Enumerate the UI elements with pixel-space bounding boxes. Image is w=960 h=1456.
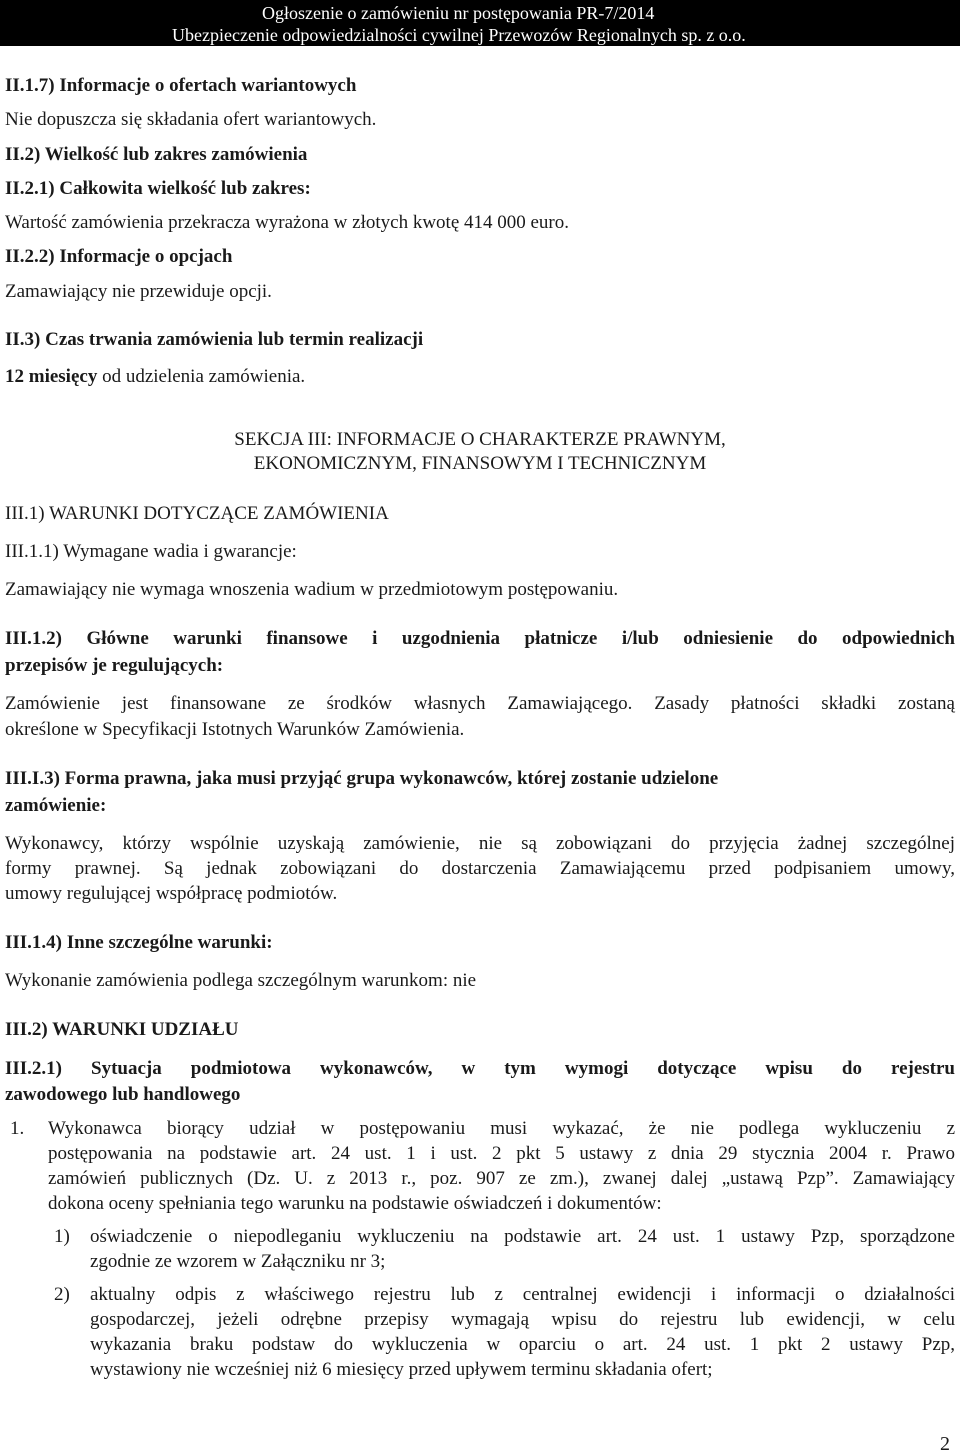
- text-iii-1-1: Zamawiający nie wymaga wnoszenia wadium w przedmiotowym postępowaniu.: [5, 579, 619, 600]
- text-ii-3-duration: 12 miesięcy: [5, 366, 98, 387]
- text-ii-3: [5, 365, 305, 389]
- section-iii-title-2: EKONOMICZNYM, FINANSOWYM I TECHNICZNYM: [253, 453, 707, 474]
- heading-iii-2: III.2) WARUNKI UDZIAŁU: [5, 1019, 239, 1040]
- sub-item-2-line1: aktualny odpis z właściwego rejestru lub z centralnej ewidencji i informacji o działalności: [90, 1284, 955, 1305]
- heading-ii-2-1: II.2.1) Całkowita wielkość lub zakres:: [5, 178, 311, 199]
- text-iii-1-3-line1: Wykonawcy, którzy wspólnie uzyskają zamówienie, nie są zobowiązani do przyjęcia żadnej szczególnej: [5, 833, 955, 854]
- sub-item-2-line3: wykazania braku podstaw do wykluczenia w oparciu o art. 24 ust. 1 pkt 2 ustawy Pzp,: [90, 1334, 955, 1355]
- list-item-1-line3: zamówień publicznych (Dz. U. z 2013 r., poz. 907 ze zm.), zwanej dalej „ustawą Pzp”. Zamawiający: [48, 1168, 955, 1189]
- text-ii-3-rest: od udzielenia zamówienia.: [97, 366, 306, 387]
- heading-iii-1-2-line1: III.1.2) Główne warunki finansowe i uzgodnienia płatnicze i/lub odniesienie do odpowiednich: [5, 628, 955, 649]
- text-iii-1-3-line3: umowy regulującej współpracę podmiotów.: [5, 883, 338, 904]
- heading-ii-2: II.2) Wielkość lub zakres zamówienia: [5, 144, 308, 165]
- heading-ii-3: II.3) Czas trwania zamówienia lub termin realizacji: [5, 329, 424, 350]
- list-item-1-line2: postępowania na podstawie art. 24 ust. 1 i ust. 2 pkt 5 ustawy z dnia 29 stycznia 2004 r. Prawo: [48, 1143, 955, 1164]
- heading-iii-1-4: III.1.4) Inne szczególne warunki:: [5, 932, 273, 953]
- text-ii-1-7: Nie dopuszcza się składania ofert wariantowych.: [5, 109, 377, 130]
- text-iii-1-2-line1: Zamówienie jest finansowane ze środków własnych Zamawiającego. Zasady płatności składki zostaną: [5, 693, 955, 714]
- heading-iii-2-1-line1: III.2.1) Sytuacja podmiotowa wykonawców, w tym wymogi dotyczące wpisu do rejestru: [5, 1058, 955, 1079]
- sub-item-2-line4: wystawiony nie wcześniej niż 6 miesięcy przed upływem terminu składania ofert;: [90, 1359, 713, 1380]
- list-item-1-number: 1.: [10, 1118, 25, 1139]
- sub-item-1-number: 1): [54, 1226, 70, 1247]
- heading-iii-1: III.1) WARUNKI DOTYCZĄCE ZAMÓWIENIA: [5, 503, 389, 524]
- heading-ii-2-2: II.2.2) Informacje o opcjach: [5, 246, 233, 267]
- sub-item-1-line2: zgodnie ze wzorem w Załączniku nr 3;: [90, 1251, 386, 1272]
- text-iii-1-2-line2: określone w Specyfikacji Istotnych Warunków Zamówienia.: [5, 719, 465, 740]
- heading-iii-1-2-line2: przepisów je regulujących:: [5, 655, 224, 676]
- heading-ii-1-7: II.1.7) Informacje o ofertach wariantowych: [5, 75, 357, 96]
- text-iii-1-4: Wykonanie zamówienia podlega szczególnym warunkom: nie: [5, 970, 477, 991]
- page-number: 2: [940, 1433, 950, 1455]
- text-iii-1-3-line2: formy prawnej. Są jednak zobowiązani do dostarczenia Zamawiającemu przed podpisaniem umowy,: [5, 858, 955, 879]
- list-item-1-line1: Wykonawca biorący udział w postępowaniu musi wykazać, że nie podlega wykluczeniu z: [48, 1118, 955, 1139]
- header-subtitle: Ubezpieczenie odpowiedzialności cywilnej Przewozów Regionalnych sp. z o.o.: [172, 25, 746, 45]
- heading-iii-1-3-line1: III.I.3) Forma prawna, jaka musi przyjąć grupa wykonawców, której zostanie udzielone: [5, 768, 719, 789]
- heading-iii-2-1-line2: zawodowego lub handlowego: [5, 1084, 241, 1105]
- heading-iii-1-1: III.1.1) Wymagane wadia i gwarancje:: [5, 541, 297, 562]
- text-ii-2-2: Zamawiający nie przewiduje opcji.: [5, 281, 272, 302]
- header-title: Ogłoszenie o zamówieniu nr postępowania PR-7/2014: [262, 3, 655, 23]
- heading-iii-1-3-line2: zamówienie:: [5, 795, 107, 816]
- text-ii-2-1: Wartość zamówienia przekracza wyrażona w złotych kwotę 414 000 euro.: [5, 212, 570, 233]
- sub-item-2-number: 2): [54, 1284, 70, 1305]
- sub-item-2-line2: gospodarczej, jeżeli odrębne przepisy wymagają wpisu do rejestru lub ewidencji, w celu: [90, 1309, 955, 1330]
- section-iii-title-1: SEKCJA III: INFORMACJE O CHARAKTERZE PRAWNYM,: [234, 429, 726, 450]
- list-item-1-line4: dokona oceny spełniania tego warunku na podstawie oświadczeń i dokumentów:: [48, 1193, 662, 1214]
- sub-item-1-line1: oświadczenie o niepodleganiu wykluczeniu na podstawie art. 24 ust. 1 ustawy Pzp, sporządzone: [90, 1226, 955, 1247]
